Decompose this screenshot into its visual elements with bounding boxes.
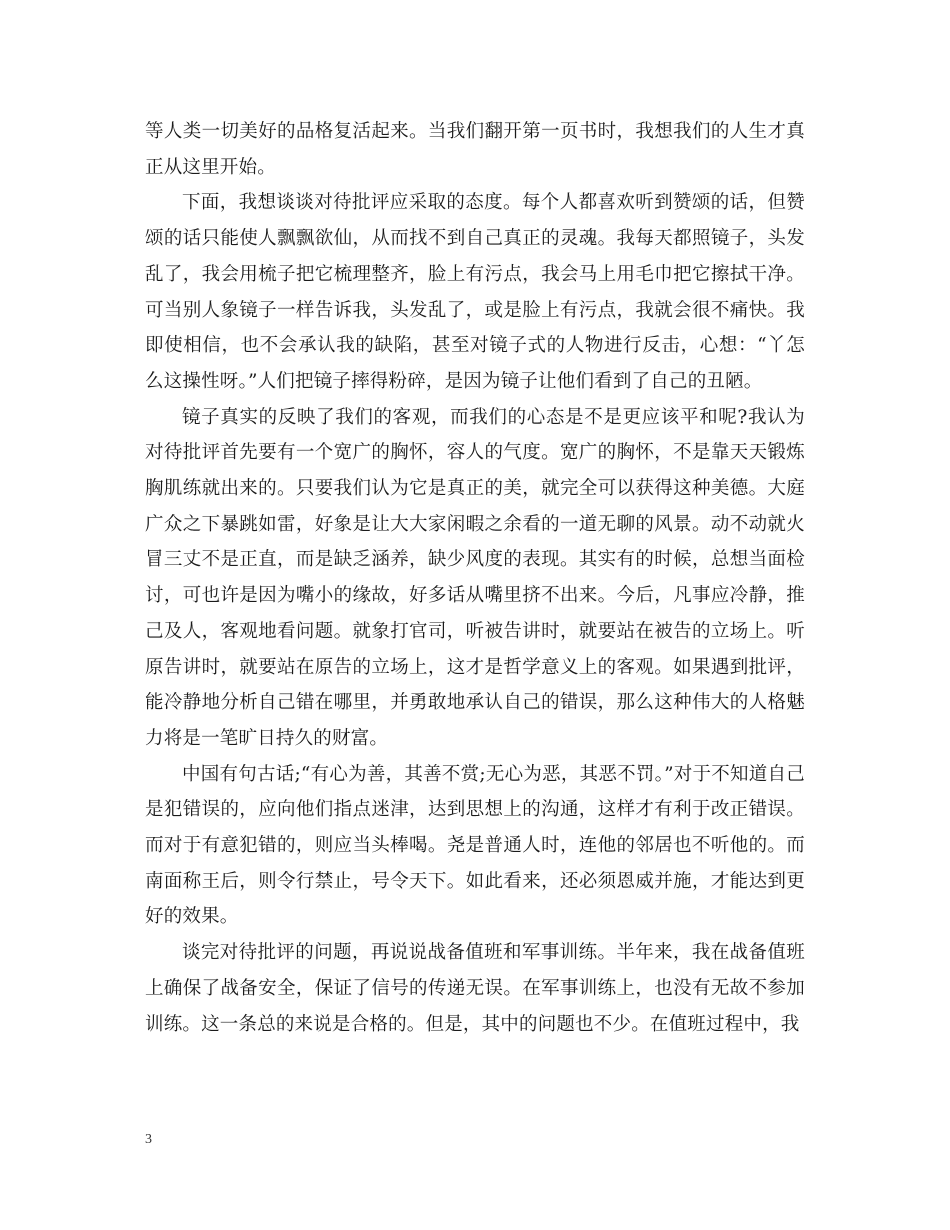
paragraph-5: 谈完对待批评的问题，再说说战备值班和军事训练。半年来，我在战备值班上确保了战备安全，保证了信号的传递无误。在军事训练上，也没有无故不参加训练。这一条总的来说是合格的。但是，其中的问题也不少。在值班过程中，我 <box>145 942 805 1035</box>
paragraph-4: 中国有句古话;“有心为善，其善不赏;无心为恶，其恶不罚。”对于不知道自己是犯错误的，应向他们指点迷津，达到思想上的沟通，这样才有利于改正错误。而对于有意犯错的，则应当头棒喝。尧是普通人时，连他的邻居也不听他的。而南面称王后，则令行禁止，号令天下。如此看来，还必须恩威并施，才能达到更好的效果。 <box>145 763 805 928</box>
paragraph-2: 下面，我想谈谈对待批评应采取的态度。每个人都喜欢听到赞颂的话，但赞颂的话只能使人飘飘欲仙，从而找不到自己真正的灵魂。我每天都照镜子，头发乱了，我会用梳子把它梳理整齐，脸上有污点，我会马上用毛巾把它擦拭干净。可当别人象镜子一样告诉我，头发乱了，或是脸上有污点，我就会很不痛快。我即使相信，也不会承认我的缺陷，甚至对镜子式的人物进行反击，心想：“丫怎么这操性呀。”人们把镜子摔得粉碎，是因为镜子让他们看到了自己的丑陋。 <box>145 192 805 392</box>
page-number: 3 <box>145 1132 152 1147</box>
document-body <box>145 114 805 1042</box>
paragraph-1: 等人类一切美好的品格复活起来。当我们翻开第一页书时，我想我们的人生才真正从这里开始。 <box>145 121 805 178</box>
paragraph-3: 镜子真实的反映了我们的客观，而我们的心态是不是更应该平和呢?我认为对待批评首先要有一个宽广的胸怀，容人的气度。宽广的胸怀，不是靠天天锻炼胸肌练就出来的。只要我们认为它是真正的美，就完全可以获得这种美德。大庭广众之下暴跳如雷，好象是让大大家闲暇之余看的一道无聊的风景。动不动就火冒三丈不是正直，而是缺乏涵养，缺少风度的表现。其实有的时候，总想当面检讨，可也许是因为嘴小的缘故，好多话从嘴里挤不出来。今后，凡事应冷静，推己及人，客观地看问题。就象打官司，听被告讲时，就要站在被告的立场上。听原告讲时，就要站在原告的立场上，这才是哲学意义上的客观。如果遇到批评，能冷静地分析自己错在哪里，并勇敢地承认自己的错误，那么这种伟大的人格魅力将是一笔旷日持久的财富。 <box>145 406 805 749</box>
